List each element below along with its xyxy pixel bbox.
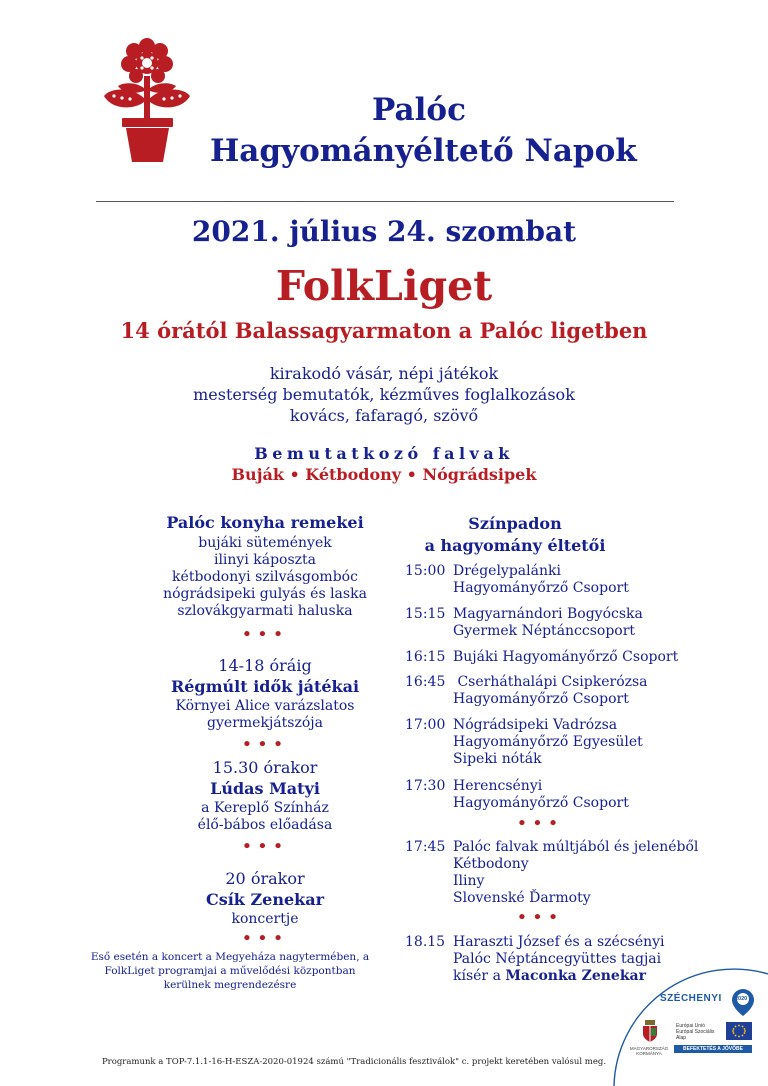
schedule-line: Hagyományőrző Csoport bbox=[453, 580, 629, 596]
badge-brand: SZÉCHENYI bbox=[660, 993, 722, 1004]
games-desc-line: gyermekjátszója bbox=[207, 715, 323, 731]
games-desc-line: Környei Alice varázslatos bbox=[175, 698, 355, 714]
villages-list: Buják • Kétbodony • Nógrádsipek bbox=[231, 465, 537, 484]
separator-dots: ••• bbox=[241, 734, 289, 755]
schedule-item bbox=[405, 717, 735, 768]
schedule-time: 15:00 bbox=[405, 563, 446, 579]
separator-dots: ••• bbox=[241, 928, 289, 949]
stage-heading-line1: Színpadon bbox=[468, 514, 562, 533]
schedule-line: Iliny bbox=[453, 873, 485, 889]
activity-line: mesterség bemutatók, kézműves foglalkozások bbox=[193, 385, 575, 404]
event-date: 2021. július 24. szombat bbox=[191, 215, 577, 248]
puppet-desc-line: a Kereplő Színház bbox=[201, 800, 329, 816]
badge-slogan: BEFEKTETÉS A JÖVŐBE bbox=[674, 1045, 752, 1053]
title-line1: Palóc bbox=[372, 92, 466, 128]
hungarian-coat-of-arms-icon bbox=[642, 1020, 658, 1042]
divider bbox=[96, 201, 674, 202]
activity-line: kovács, fafaragó, szövő bbox=[289, 406, 479, 425]
schedule-line: Slovenské Ďarmoty bbox=[453, 890, 591, 906]
szechenyi-badge bbox=[608, 962, 768, 1086]
stage-heading bbox=[400, 513, 630, 557]
villages-heading: Bemutatkozó falvak bbox=[254, 444, 514, 463]
kitchen-item: kétbodonyi szilvásgombóc bbox=[172, 569, 358, 585]
schedule-time: 17:45 bbox=[405, 839, 446, 855]
badge-year: 2020 bbox=[735, 996, 748, 1002]
schedule-line: Sipeki nóták bbox=[453, 751, 542, 767]
kitchen-item: szlovákgyarmati haluska bbox=[177, 603, 353, 619]
badge-eu-line: Európai Szociális bbox=[676, 1029, 715, 1035]
schedule-item bbox=[405, 778, 735, 812]
kitchen-item: ilinyi káposzta bbox=[213, 552, 317, 568]
footer-note bbox=[0, 1057, 768, 1067]
badge-eu-text bbox=[676, 1023, 714, 1041]
badge-eu-line: Európai Unió bbox=[676, 1023, 705, 1029]
separator-dots: ••• bbox=[241, 624, 289, 645]
concert-time: 20 órakor bbox=[225, 869, 305, 888]
kitchen-item: nógrádsipeki gulyás és laska bbox=[163, 586, 367, 602]
games-time: 14-18 óráig bbox=[218, 656, 312, 675]
band-name: Maconka Zenekar bbox=[505, 968, 646, 984]
eu-flag-icon bbox=[726, 1022, 752, 1040]
schedule-line: Magyarnándori Bogyócska bbox=[453, 606, 643, 622]
schedule-line: Gyermek Néptánccsoport bbox=[453, 623, 636, 639]
badge-eu-line: Alap bbox=[676, 1035, 687, 1041]
schedule-time: 17:00 bbox=[405, 717, 446, 733]
footer-text: Programunk a TOP-7.1.1-16-H-ESZA-2020-01924 számú "Tradicionális fesztiválok" c. projekt keretében valósul meg. bbox=[101, 1057, 607, 1067]
schedule-line: Hagyományőrző Csoport bbox=[453, 795, 629, 811]
title-line2: Hagyományéltető Napok bbox=[210, 133, 637, 169]
puppet-desc bbox=[100, 800, 430, 834]
schedule-item bbox=[405, 563, 735, 597]
schedule-item bbox=[405, 649, 735, 666]
schedule-line: Hagyományőrző Egyesület bbox=[453, 734, 643, 750]
kitchen-item: bujáki sütemények bbox=[198, 535, 332, 551]
puppet-time: 15.30 órakor bbox=[212, 758, 318, 777]
separator-dots: ••• bbox=[516, 813, 564, 834]
stage-heading-line2: a hagyomány éltetői bbox=[424, 536, 606, 555]
schedule-item bbox=[405, 606, 735, 640]
activities-list bbox=[0, 363, 768, 426]
schedule-time: 18.15 bbox=[405, 934, 446, 950]
concert-title: Csík Zenekar bbox=[205, 890, 325, 909]
schedule-line: Cserháthalápi Csipkerózsa bbox=[453, 674, 648, 690]
kitchen-items bbox=[100, 535, 430, 620]
schedule-time: 16:45 bbox=[405, 674, 446, 690]
rain-note: Eső esetén a koncert a Megyeháza nagytermében, a FolkLiget programjai a művelődési központban kerülnek megrendezésre bbox=[90, 951, 370, 991]
schedule-item bbox=[405, 674, 735, 708]
games-title: Régmúlt idők játékai bbox=[170, 677, 360, 696]
separator-dots: ••• bbox=[241, 836, 289, 857]
badge-gov: MAGYARORSZÁG KORMÁNYA bbox=[629, 1046, 669, 1056]
puppet-desc-line: élő-bábos előadása bbox=[197, 817, 333, 833]
activity-line: kirakodó vásár, népi játékok bbox=[269, 364, 499, 383]
schedule-time: 15:15 bbox=[405, 606, 446, 622]
schedule-line: Bujáki Hagyományőrző Csoport bbox=[453, 649, 679, 665]
schedule-line: Palóc Néptáncegyüttes tagjai bbox=[453, 951, 662, 967]
schedule-time: 16:15 bbox=[405, 649, 446, 665]
schedule-line: Kétbodony bbox=[453, 856, 529, 872]
puppet-title: Lúdas Matyi bbox=[210, 779, 320, 798]
separator-dots: ••• bbox=[516, 907, 564, 928]
schedule-time: 17:30 bbox=[405, 778, 446, 794]
schedule-line: Haraszti József és a szécsényi bbox=[453, 934, 665, 950]
schedule-line: Palóc falvak múltjából és jelenéből bbox=[453, 839, 699, 855]
schedule-item bbox=[405, 839, 735, 907]
schedule-line: Herencsényi bbox=[453, 778, 543, 794]
event-subheading: 14 órától Balassagyarmaton a Palóc ligetben bbox=[120, 318, 648, 343]
schedule-line-prefix: kísér a bbox=[453, 968, 506, 984]
games-desc bbox=[100, 698, 430, 732]
schedule-line: Drégelypalánki bbox=[453, 563, 561, 579]
concert-desc: koncertje bbox=[231, 911, 299, 927]
schedule-line: Hagyományőrző Csoport bbox=[453, 691, 629, 707]
schedule-line: Nógrádsipeki Vadrózsa bbox=[453, 717, 618, 733]
kitchen-title: Palóc konyha remekei bbox=[166, 513, 364, 532]
event-name: FolkLiget bbox=[275, 262, 493, 310]
